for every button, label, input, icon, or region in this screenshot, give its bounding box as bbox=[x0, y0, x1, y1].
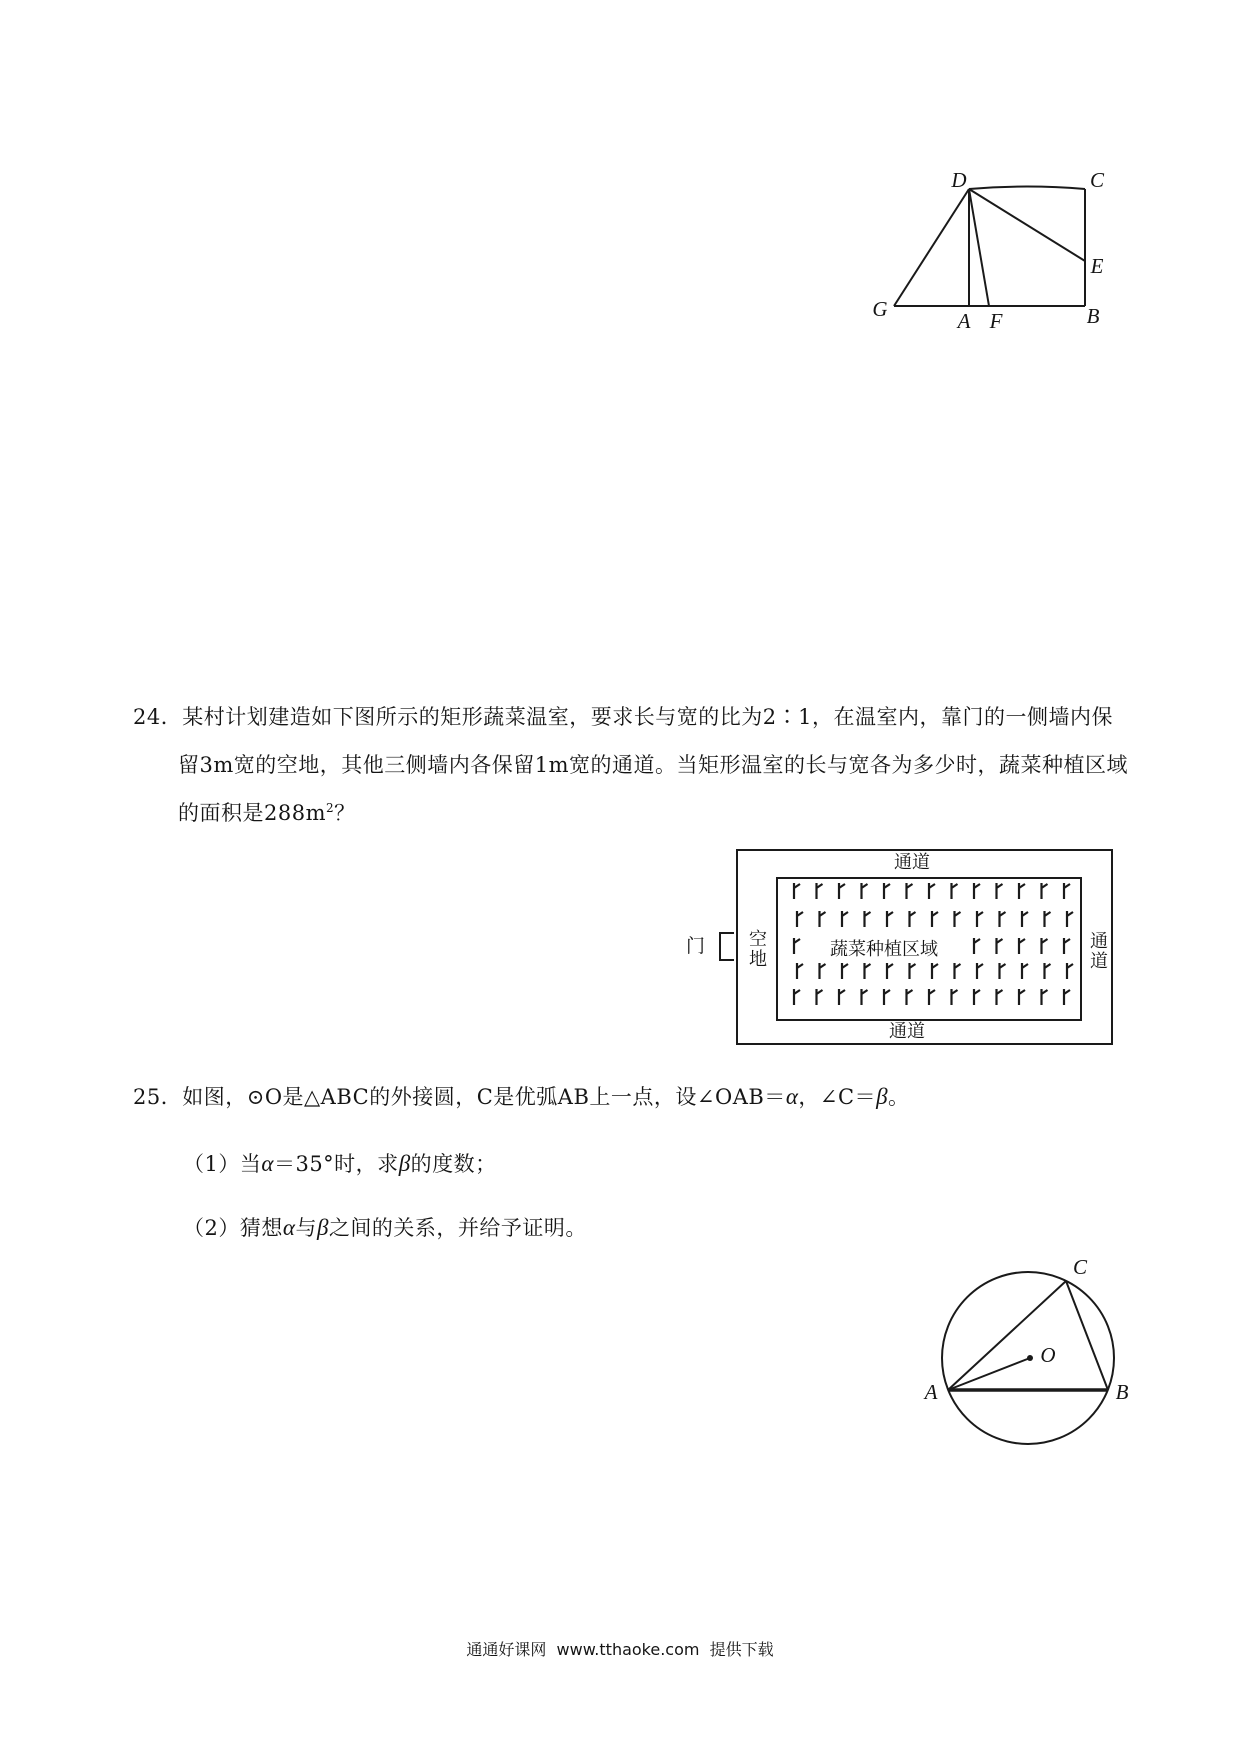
door-symbol bbox=[719, 932, 734, 961]
segment-DF bbox=[969, 189, 989, 306]
passage-right-label: 通道 bbox=[1087, 931, 1108, 971]
label-point-A: A bbox=[957, 309, 971, 333]
square-geometry-figure bbox=[860, 160, 1120, 340]
center-point-O bbox=[1027, 1355, 1033, 1361]
q25-part-2-b: 与 bbox=[295, 1216, 317, 1240]
plant-mark bbox=[862, 989, 868, 1005]
plant-mark bbox=[974, 938, 980, 954]
q25-part-1-a: （1）当 bbox=[183, 1152, 262, 1176]
plant-mark bbox=[932, 963, 938, 979]
plant-mark bbox=[1042, 938, 1048, 954]
plant-mark bbox=[929, 883, 935, 899]
plant-mark bbox=[1000, 911, 1006, 927]
label-point-D: D bbox=[951, 168, 967, 192]
plant-mark bbox=[839, 989, 845, 1005]
plant-mark bbox=[997, 989, 1003, 1005]
plant-mark bbox=[1045, 963, 1051, 979]
plant-mark bbox=[1042, 883, 1048, 899]
label-point-O: O bbox=[1040, 1343, 1056, 1367]
label-point-F: F bbox=[989, 309, 1003, 333]
plant-mark bbox=[865, 963, 871, 979]
plant-mark bbox=[1019, 938, 1025, 954]
plant-mark bbox=[817, 989, 823, 1005]
beta-symbol: β bbox=[398, 1151, 411, 1176]
q24-line-3 bbox=[178, 800, 356, 826]
plant-mark bbox=[997, 883, 1003, 899]
q24-line-2: 留3m宽的空地，其他三侧墙内各保留1m宽的通道。当矩形温室的长与宽各为多少时，蔬菜种植区域 bbox=[178, 753, 1129, 777]
label-point-B: B bbox=[1086, 304, 1100, 328]
plant-mark bbox=[1019, 989, 1025, 1005]
plant-mark bbox=[794, 989, 800, 1005]
q24-area-exponent: 2 bbox=[326, 801, 335, 815]
plant-mark bbox=[929, 989, 935, 1005]
plant-mark bbox=[977, 911, 983, 927]
q24-line-3-text: 的面积是288m bbox=[178, 801, 326, 825]
planting-area-label: 蔬菜种植区域 bbox=[830, 939, 938, 960]
plant-mark bbox=[820, 911, 826, 927]
label-point-E: E bbox=[1090, 254, 1104, 278]
plant-mark bbox=[862, 883, 868, 899]
plant-mark bbox=[820, 963, 826, 979]
q25-part-1-b: ＝35°时，求 bbox=[273, 1152, 399, 1176]
segment-AO bbox=[948, 1358, 1030, 1390]
plant-mark bbox=[797, 911, 803, 927]
plant-mark bbox=[817, 883, 823, 899]
plant-mark bbox=[1042, 989, 1048, 1005]
q25-stem-part-c: 。 bbox=[888, 1085, 910, 1109]
plant-mark bbox=[1019, 883, 1025, 899]
open-space-label: 空地 bbox=[746, 929, 767, 969]
label-point-C: C bbox=[1072, 1255, 1088, 1279]
beta-symbol: β bbox=[876, 1084, 889, 1109]
segment-CB bbox=[1066, 1281, 1108, 1390]
plant-mark bbox=[1064, 883, 1070, 899]
q25-part-1-c: 的度数； bbox=[410, 1152, 497, 1176]
plant-mark bbox=[910, 963, 916, 979]
plant-mark bbox=[1064, 989, 1070, 1005]
plant-mark bbox=[884, 989, 890, 1005]
plant-mark bbox=[977, 963, 983, 979]
q25-part-1 bbox=[183, 1151, 497, 1177]
plant-mark bbox=[865, 911, 871, 927]
plant-mark bbox=[887, 911, 893, 927]
q25-stem-part-b: ，∠C＝ bbox=[798, 1085, 877, 1109]
page-footer: 通通好课网 www.tthaoke.com 提供下载 bbox=[466, 1640, 774, 1659]
plant-mark bbox=[1067, 963, 1073, 979]
plant-mark bbox=[1045, 911, 1051, 927]
segment-DE bbox=[969, 189, 1085, 261]
plant-mark bbox=[839, 883, 845, 899]
label-point-B: B bbox=[1115, 1380, 1129, 1404]
plant-mark bbox=[907, 989, 913, 1005]
plant-mark bbox=[842, 911, 848, 927]
segment-DG bbox=[894, 189, 969, 306]
plant-mark bbox=[952, 989, 958, 1005]
plant-mark bbox=[1022, 963, 1028, 979]
plant-mark bbox=[910, 911, 916, 927]
plant-mark bbox=[794, 938, 800, 954]
plant-mark bbox=[884, 883, 890, 899]
segment-DC bbox=[969, 187, 1085, 190]
plant-mark bbox=[997, 938, 1003, 954]
label-point-G: G bbox=[872, 297, 888, 321]
alpha-symbol: α bbox=[785, 1084, 799, 1109]
q25-part-2 bbox=[183, 1215, 587, 1241]
q24-line-1: 24．某村计划建造如下图所示的矩形蔬菜温室，要求长与宽的比为2∶1，在温室内，靠门的一侧墙内保 bbox=[133, 705, 1113, 729]
plant-mark bbox=[952, 883, 958, 899]
alpha-symbol: α bbox=[282, 1215, 296, 1240]
plant-mark bbox=[842, 963, 848, 979]
plant-mark bbox=[974, 883, 980, 899]
alpha-symbol: α bbox=[261, 1151, 274, 1176]
door-label: 门 bbox=[686, 935, 706, 957]
plant-mark bbox=[932, 911, 938, 927]
plant-mark bbox=[794, 883, 800, 899]
plant-mark bbox=[1064, 938, 1070, 954]
plant-mark bbox=[1067, 911, 1073, 927]
plant-mark bbox=[797, 963, 803, 979]
greenhouse-diagram bbox=[736, 849, 1113, 1045]
plant-mark bbox=[887, 963, 893, 979]
plant-mark bbox=[1000, 963, 1006, 979]
plant-mark bbox=[955, 911, 961, 927]
plant-mark bbox=[1022, 911, 1028, 927]
q25-stem bbox=[133, 1084, 910, 1110]
plant-mark bbox=[955, 963, 961, 979]
label-point-A: A bbox=[924, 1380, 938, 1404]
plant-mark bbox=[907, 883, 913, 899]
beta-symbol: β bbox=[316, 1215, 329, 1240]
passage-bottom-label: 通道 bbox=[889, 1021, 925, 1042]
q25-part-2-a: （2）猜想 bbox=[183, 1216, 283, 1240]
plant-mark bbox=[974, 989, 980, 1005]
passage-top-label: 通道 bbox=[894, 852, 930, 873]
q25-stem-part-a: 25．如图，⊙O是△ABC的外接圆，C是优弧AB上一点，设∠OAB＝ bbox=[133, 1085, 786, 1109]
q25-part-2-c: 之间的关系，并给予证明。 bbox=[328, 1216, 587, 1240]
circumcircle-figure bbox=[910, 1250, 1140, 1450]
q24-line-3-end: ？ bbox=[334, 801, 356, 825]
label-point-C: C bbox=[1089, 168, 1105, 192]
